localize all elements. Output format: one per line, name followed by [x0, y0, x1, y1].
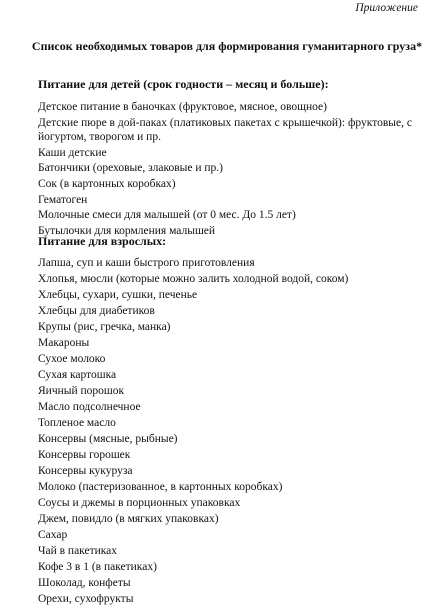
list-item: Каши детские [38, 146, 107, 159]
list-item: Крупы (рис, гречка, манка) [38, 321, 171, 333]
list-item: Топленое масло [38, 417, 116, 429]
list-item: Консервы горошек [38, 449, 131, 461]
list-item: Шоколад, конфеты [38, 577, 131, 589]
document-title: Список необходимых товаров для формирования гуманитарного груза* [31, 39, 423, 53]
list-item: Масло подсолнечное [38, 401, 141, 413]
adults-section-heading: Питание для взрослых: [38, 234, 167, 248]
appendix-label: Приложение [355, 2, 418, 14]
list-item: Сахар [38, 529, 68, 541]
children-items-list [38, 100, 422, 239]
list-item: Яичный порошок [38, 385, 125, 397]
list-item: Гематоген [38, 193, 88, 206]
children-section-heading: Питание для детей (срок годности – месяц и больше): [38, 77, 329, 91]
list-item: Соусы и джемы в порционных упаковках [38, 497, 241, 509]
list-item: Консервы кукуруза [38, 465, 133, 477]
list-item: Сок (в картонных коробках) [38, 177, 176, 190]
list-item: Макароны [38, 337, 90, 349]
list-item: Детское питание в баночках (фруктовое, мясное, овощное) [38, 101, 327, 113]
list-item: Джем, повидло (в мягких упаковках) [38, 513, 219, 525]
list-item: Сухая картошка [38, 369, 117, 381]
list-item: Молочные смеси для малышей (от 0 мес. До 1.5 лет) [38, 209, 296, 222]
adults-items-list [38, 256, 422, 608]
list-item: Хлебцы, сухари, сушки, печенье [38, 289, 198, 301]
list-item: Орехи, сухофрукты [38, 593, 134, 605]
list-item: Сухое молоко [38, 353, 106, 365]
list-item: Кофе 3 в 1 (в пакетиках) [38, 561, 157, 573]
list-item: Хлебцы для диабетиков [38, 305, 155, 317]
list-item: Лапша, суп и каши быстрого приготовления [38, 257, 255, 269]
list-item: Детские пюре в дой-паках (платиковых пакетах с крышечкой): фруктовые, с йогуртом, творогом и пр. [38, 116, 412, 144]
list-item: Бутылочки для кормления малышей [38, 224, 216, 237]
list-item: Молоко (пастеризованное, в картонных коробках) [38, 481, 283, 493]
list-item: Хлопья, мюсли (которые можно залить холодной водой, соком) [38, 273, 349, 285]
list-item: Чай в пакетиках [38, 545, 118, 557]
list-item: Консервы (мясные, рыбные) [38, 433, 178, 445]
list-item: Батончики (ореховые, злаковые и пр.) [38, 162, 224, 175]
